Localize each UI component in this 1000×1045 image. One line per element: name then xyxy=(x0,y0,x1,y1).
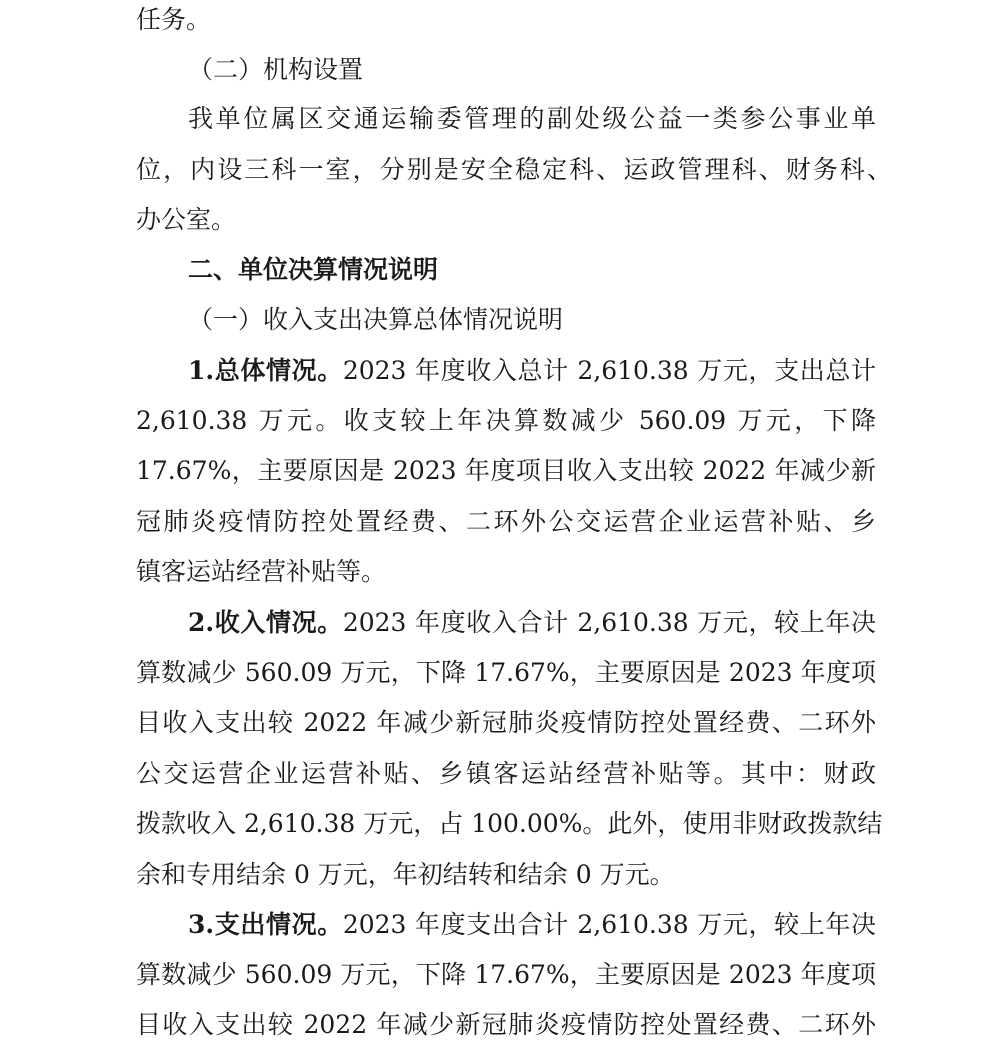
subsection-heading-overall: （一）收入支出决算总体情况说明 xyxy=(188,305,564,334)
paragraph-line-income: 2.收入情况。2023 年度收入合计 2,610.38 万元，较上年决 xyxy=(188,608,876,637)
paragraph-line: 目收入支出较 2022 年减少新冠肺炎疫情防控处置经费、二环外 xyxy=(136,1010,876,1039)
paragraph-line: 目收入支出较 2022 年减少新冠肺炎疫情防控处置经费、二环外 xyxy=(136,708,876,737)
paragraph-line: 17.67%，主要原因是 2023 年度项目收入支出较 2022 年减少新 xyxy=(136,456,876,485)
lead-income: 2.收入情况。 xyxy=(188,608,343,637)
paragraph-line-total: 1.总体情况。2023 年度收入总计 2,610.38 万元，支出总计 xyxy=(188,356,876,385)
section-heading-org-setup: （二）机构设置 xyxy=(188,55,364,84)
paragraph-line: 镇客运站经营补贴等。 xyxy=(136,557,387,586)
paragraph-line: 2,610.38 万元。收支较上年决算数减少 560.09 万元，下降 xyxy=(136,406,876,435)
paragraph-line: 我单位属区交通运输委管理的副处级公益一类参公事业单 xyxy=(188,104,876,133)
paragraph-line: 冠肺炎疫情防控处置经费、二环外公交运营企业运营补贴、乡 xyxy=(136,507,876,536)
paragraph-line: 余和专用结余 0 万元，年初结转和结余 0 万元。 xyxy=(136,860,675,889)
paragraph-line: 算数减少 560.09 万元，下降 17.67%，主要原因是 2023 年度项 xyxy=(136,658,876,687)
paragraph-line: 位，内设三科一室，分别是安全稳定科、运政管理科、财务科、 xyxy=(136,155,892,184)
paragraph-line: 算数减少 560.09 万元，下降 17.67%，主要原因是 2023 年度项 xyxy=(136,960,876,989)
paragraph-line: 公交运营企业运营补贴、乡镇客运站经营补贴等。其中：财政 xyxy=(136,759,876,788)
paragraph-line: 拨款收入 2,610.38 万元，占 100.00%。此外，使用非财政拨款结 xyxy=(136,809,883,838)
lead-expense: 3.支出情况。 xyxy=(188,910,343,939)
section-heading-final-accounts: 二、单位决算情况说明 xyxy=(188,255,439,284)
lead-total: 1.总体情况。 xyxy=(188,356,343,385)
paragraph-line: 办公室。 xyxy=(136,205,237,234)
paragraph-line-expense: 3.支出情况。2023 年度支出合计 2,610.38 万元，较上年决 xyxy=(188,910,876,939)
paragraph-line: 任务。 xyxy=(136,5,212,34)
